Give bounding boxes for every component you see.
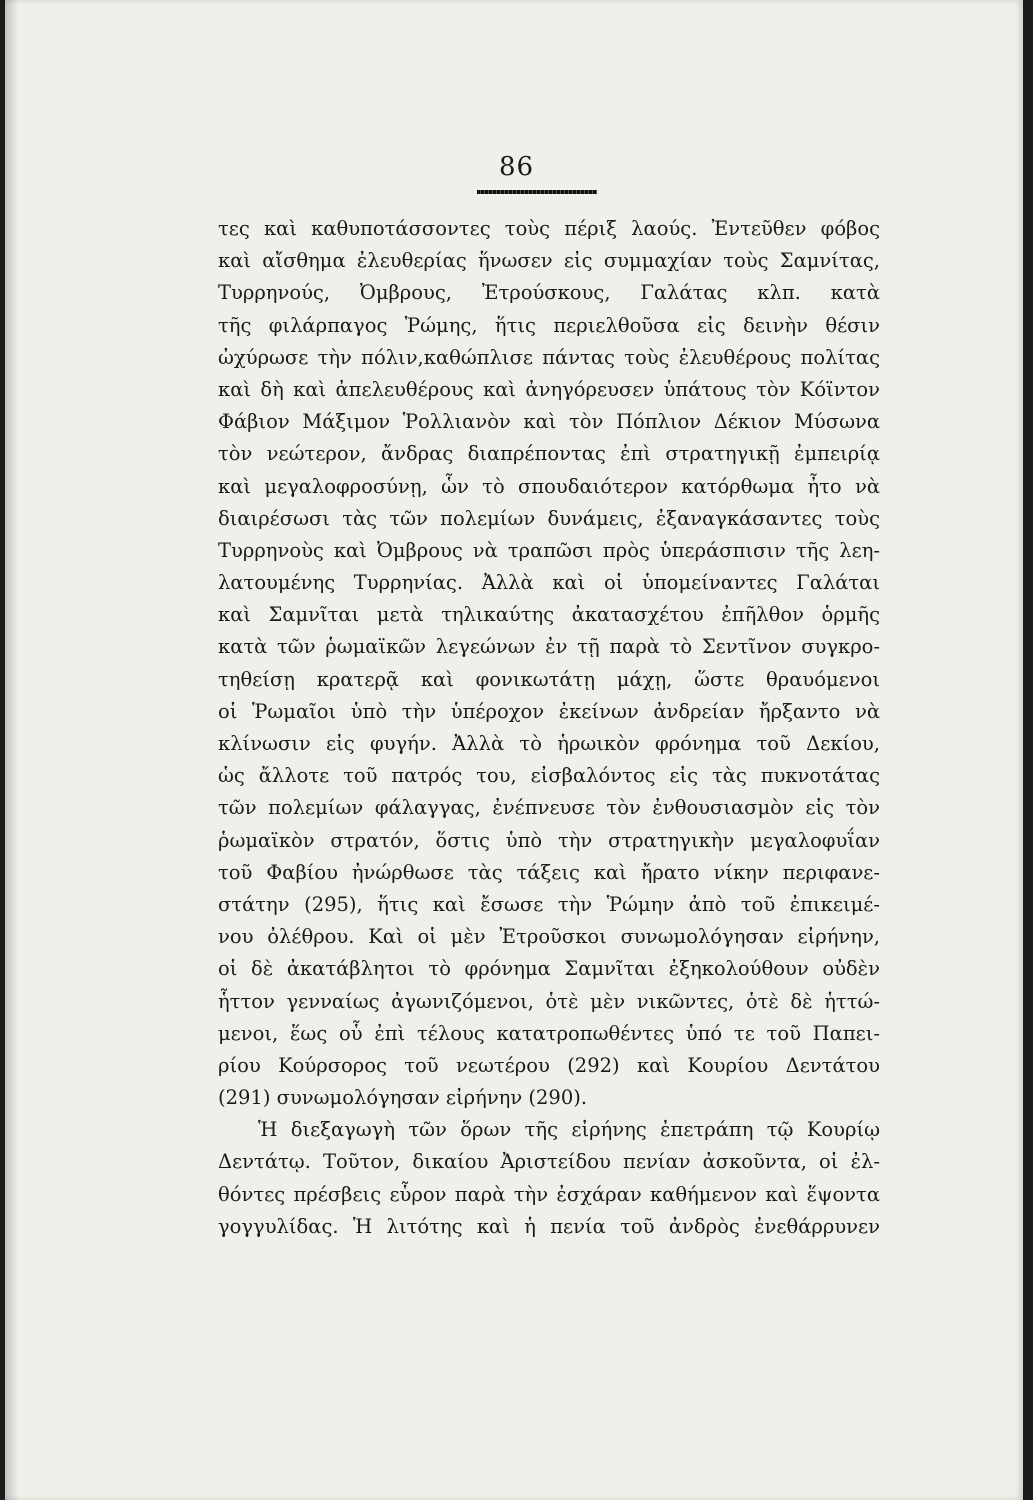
text-line: ὡς ἄλλοτε τοῦ πατρός του, εἰσβαλόντος εἰς τὰς πυκνοτάτας [218, 764, 880, 788]
text-line: γογγυλίδας. Ἡ λιτότης καὶ ἡ πενία τοῦ ἀνδρὸς ἐνεθάρρυνεν [218, 1214, 880, 1238]
text-line: καὶ αἴσθημα ἐλευθερίας ἥνωσεν εἰς συμμαχίαν τοὺς Σαμνίτας, [218, 249, 880, 273]
text-line: τὸν νεώτερον, ἄνδρας διαπρέποντας ἐπὶ στρατηγικῇ ἐμπειρίᾳ [218, 442, 880, 466]
text-line: τῶν πολεμίων φάλαγγας, ἐνέπνευσε τὸν ἐνθουσιασμὸν εἰς τὸν [218, 796, 880, 820]
text-line: καὶ μεγαλοφροσύνῃ, ὧν τὸ σπουδαιότερον κατόρθωμα ἦτο νὰ [218, 474, 880, 498]
text-line: ῥωμαϊκὸν στρατόν, ὅστις ὑπὸ τὴν στρατηγικὴν μεγαλοφυΐαν [218, 828, 880, 852]
text-line: Δεντάτῳ. Τοῦτον, δικαίου Ἀριστείδου πενίαν ἀσκοῦντα, οἱ ἐλ- [218, 1150, 880, 1174]
text-line: καὶ δὴ καὶ ἀπελευθέρους καὶ ἀνηγόρευσεν ὑπάτους τὸν Κόϊντον [218, 377, 880, 401]
text-line: κατὰ τῶν ῥωμαϊκῶν λεγεώνων ἐν τῇ παρὰ τὸ Σεντῖνον συγκρο- [218, 635, 880, 659]
text-line: τες καὶ καθυποτάσσοντες τοὺς πέριξ λαούς. Ἐντεῦθεν φόβος [218, 217, 880, 240]
text-line: λατουμένης Τυρρηνίας. Ἀλλὰ καὶ οἱ ὑπομείναντες Γαλάται [218, 571, 880, 595]
text-line: στάτην (295), ἥτις καὶ ἔσωσε τὴν Ῥώμην ἀπὸ τοῦ ἐπικειμέ- [218, 892, 880, 916]
body-text [218, 213, 880, 1243]
page-number: 86 [498, 152, 535, 182]
text-line: ἧττον γενναίως ἀγωνιζόμενοι, ὁτὲ μὲν νικῶντες, ὁτὲ δὲ ἡττώ- [218, 989, 880, 1013]
text-line: κλίνωσιν εἰς φυγήν. Ἀλλὰ τὸ ἡρωικὸν φρόνημα τοῦ Δεκίου, [218, 732, 880, 755]
text-line: Τυρρηνοὺς καὶ Ὀμβρους νὰ τραπῶσι πρὸς ὑπεράσπισιν τῆς λεη- [218, 538, 880, 562]
text-line: ὠχύρωσε τὴν πόλιν,καθώπλισε πάντας τοὺς ἐλευθέρους πολίτας [218, 345, 880, 369]
text-line: Ἡ διεξαγωγὴ τῶν ὅρων τῆς εἰρήνης ἐπετράπη τῷ Κουρίῳ [258, 1118, 880, 1142]
text-line: τηθείσῃ κρατερᾷ καὶ φονικωτάτῃ μάχῃ, ὥστε θραυόμενοι [218, 667, 880, 691]
text-line: διαιρέσωσι τὰς τῶν πολεμίων δυνάμεις, ἐξαναγκάσαντες τοὺς [218, 506, 880, 530]
text-line: θόντες πρέσβεις εὗρον παρὰ τὴν ἐσχάραν καθήμενον καὶ ἕψοντα [218, 1182, 880, 1206]
text-line: τοῦ Φαβίου ἠνώρθωσε τὰς τάξεις καὶ ἤρατο νίκην περιφανε- [218, 860, 880, 884]
text-line: Φάβιον Μάξιμον Ῥολλιανὸν καὶ τὸν Πόπλιον Δέκιον Μύσωνα [218, 410, 880, 434]
page-fold-shadow [5, 0, 19, 1500]
header-rule [477, 190, 597, 194]
text-line: νου ὀλέθρου. Καὶ οἱ μὲν Ἐτροῦσκοι συνωμολόγησαν εἰρήνην, [218, 925, 880, 949]
text-line: (291) συνωμολόγησαν εἰρήνην (290). [218, 1086, 588, 1110]
text-line: τῆς φιλάρπαγος Ῥώμης, ἥτις περιελθοῦσα εἰς δεινὴν θέσιν [218, 313, 880, 337]
text-line: οἱ δὲ ἀκατάβλητοι τὸ φρόνημα Σαμνῖται ἐξηκολούθουν οὐδὲν [218, 957, 880, 981]
text-line: καὶ Σαμνῖται μετὰ τηλικαύτης ἀκατασχέτου ἐπῆλθον ὁρμῆς [218, 603, 880, 627]
text-line: οἱ Ῥωμαῖοι ὑπὸ τὴν ὑπέροχον ἐκείνων ἀνδρείαν ἤρξαντο νὰ [218, 699, 880, 723]
text-line: Τυρρηνούς, Ὀμβρους, Ἐτρούσκους, Γαλάτας κλπ. κατὰ [218, 281, 880, 305]
text-line: μενοι, ἕως οὗ ἐπὶ τέλους κατατροπωθέντες ὑπό τε τοῦ Παπει- [218, 1021, 880, 1045]
text-line: ρίου Κούρσορος τοῦ νεωτέρου (292) καὶ Κουρίου Δεντάτου [218, 1053, 880, 1077]
